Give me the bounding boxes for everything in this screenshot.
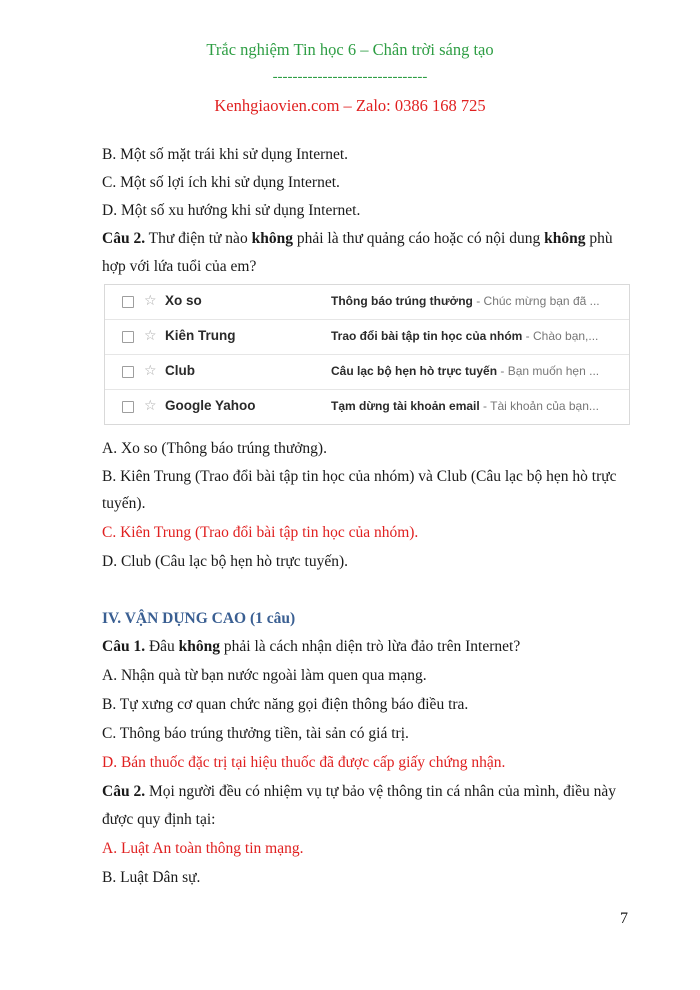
email-sender: Kiên Trung — [165, 328, 236, 343]
email-row[interactable] — [105, 390, 629, 424]
checkbox-icon[interactable] — [122, 296, 134, 308]
doc-title: Trắc nghiệm Tin học 6 – Chân trời sáng tạo — [206, 40, 494, 59]
checkbox-icon[interactable] — [122, 331, 134, 343]
header-divider: ------------------------------- — [272, 69, 428, 85]
question-1 — [102, 638, 520, 656]
option-c: C. Thông báo trúng thưởng tiền, tài sản có giá trị. — [102, 725, 409, 742]
option-b: B. Tự xưng cơ quan chức năng gọi điện thông báo điều tra. — [102, 696, 469, 713]
question-2b-line2: được quy định tại: — [102, 811, 216, 828]
question-text: Mọi người đều có nhiệm vụ tự bảo vệ thông tin cá nhân của mình, điều này — [145, 783, 617, 800]
question-label: Câu 2. — [102, 783, 146, 800]
email-subject: Trao đổi bài tập tin học của nhóm - Chào bạn,... — [331, 329, 599, 343]
emphasis: không — [178, 638, 221, 655]
question-text: phải là thư quảng cáo hoặc có nội dung — [292, 230, 545, 247]
page-number: 7 — [620, 910, 628, 927]
email-subject: Tạm dừng tài khoản email - Tài khoản của bạn... — [331, 399, 599, 413]
header-contact: Kenhgiaovien.com – Zalo: 0386 168 725 — [214, 96, 486, 115]
question-label: Câu 1. — [102, 638, 146, 655]
emphasis: không — [544, 230, 586, 247]
question-text: phải là cách nhận diện trò lừa đảo trên Internet? — [220, 638, 521, 655]
email-row[interactable] — [105, 355, 629, 390]
question-text: Thư điện tử nào — [145, 230, 252, 247]
question-2-line2: hợp với lứa tuổi của em? — [102, 258, 257, 275]
option-b-line2: tuyến). — [102, 495, 146, 512]
question-text: Đâu — [145, 638, 179, 655]
email-list — [104, 284, 630, 425]
star-icon[interactable]: ☆ — [144, 327, 157, 343]
option-b: B. Luật Dân sự. — [102, 869, 201, 886]
question-2b-line1 — [102, 783, 616, 801]
email-subject: Câu lạc bộ hẹn hò trực tuyến - Bạn muốn hẹn ... — [331, 364, 600, 378]
email-sender: Club — [165, 363, 195, 378]
star-icon[interactable]: ☆ — [144, 397, 157, 413]
option-d-answer: D. Bán thuốc đặc trị tại hiệu thuốc đã được cấp giấy chứng nhận. — [102, 754, 506, 771]
option-d: D. Một số xu hướng khi sử dụng Internet. — [102, 202, 361, 219]
star-icon[interactable]: ☆ — [144, 362, 157, 378]
section-heading: IV. VẬN DỤNG CAO (1 câu) — [102, 610, 296, 627]
email-row[interactable] — [105, 320, 629, 355]
email-sender: Google Yahoo — [165, 398, 256, 413]
question-text: phù — [585, 230, 613, 247]
email-subject: Thông báo trúng thưởng - Chúc mừng bạn đã ... — [331, 294, 600, 308]
option-d: D. Club (Câu lạc bộ hẹn hò trực tuyến). — [102, 553, 349, 570]
option-a: A. Xo so (Thông báo trúng thưởng). — [102, 440, 327, 457]
question-label: Câu 2. — [102, 230, 146, 247]
checkbox-icon[interactable] — [122, 366, 134, 378]
option-c: C. Một số lợi ích khi sử dụng Internet. — [102, 174, 340, 191]
emphasis: không — [251, 230, 293, 247]
option-c-answer: C. Kiên Trung (Trao đổi bài tập tin học của nhóm). — [102, 524, 419, 541]
checkbox-icon[interactable] — [122, 401, 134, 413]
email-row[interactable] — [105, 285, 629, 320]
email-sender: Xo so — [165, 293, 202, 308]
star-icon[interactable]: ☆ — [144, 292, 157, 308]
option-a: A. Nhận quà từ bạn nước ngoài làm quen qua mạng. — [102, 667, 427, 684]
question-2-line1 — [102, 230, 613, 248]
option-a-answer: A. Luật An toàn thông tin mạng. — [102, 840, 304, 857]
option-b: B. Một số mặt trái khi sử dụng Internet. — [102, 146, 349, 163]
option-b-line1: B. Kiên Trung (Trao đổi bài tập tin học của nhóm) và Club (Câu lạc bộ hẹn hò trực — [102, 468, 617, 485]
